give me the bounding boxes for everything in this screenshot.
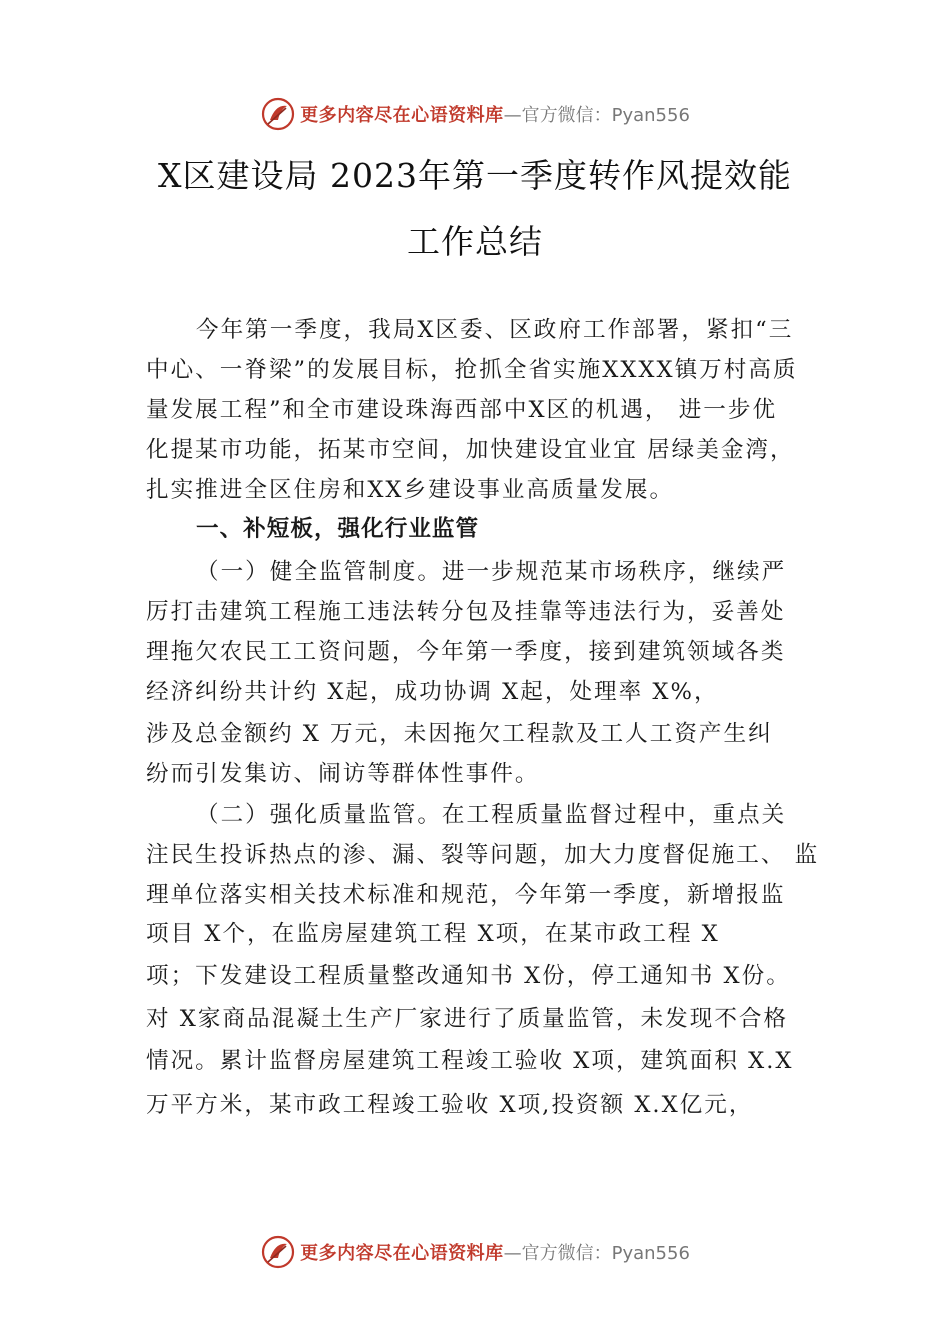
body-line: 化提某市功能，拓某市空间，加快建设宜业宜 居绿美金湾，: [146, 437, 795, 463]
body-line: 量发展工程”和全市建设珠海西部中X区的机遇， 进一步优: [146, 397, 778, 423]
body-line: 今年第一季度，我局X区委、区政府工作部署，紧扣“三: [196, 317, 794, 343]
watermark-brand-text: 更多内容尽在心语资料库: [300, 105, 504, 126]
body-line: 情况。累计监督房屋建筑工程竣工验收 X项，建筑面积 X.X: [146, 1048, 794, 1074]
body-line: 纷而引发集访、闹访等群体性事件。: [146, 761, 540, 787]
brand-logo-icon: [260, 96, 296, 132]
body-line: 扎实推进全区住房和XX乡建设事业高质量发展。: [146, 477, 675, 503]
brand-logo-icon: [260, 1234, 296, 1270]
body-line: 万平方米，某市政工程竣工验收 X项,投资额 X.X亿元，: [146, 1092, 754, 1118]
body-line: 项目 X个，在监房屋建筑工程 X项，在某市政工程 X: [146, 921, 720, 947]
watermark-header: [0, 94, 950, 134]
body-line: 厉打击建筑工程施工违法转分包及挂靠等违法行为，妥善处: [146, 599, 786, 625]
document-title-line-2: 工作总结: [407, 222, 543, 261]
body-line: 理单位落实相关技术标准和规范，今年第一季度，新增报监: [146, 882, 786, 908]
watermark-contact-text: —官方微信：Pyan556: [503, 1243, 690, 1264]
body-line: 注民生投诉热点的渗、漏、裂等问题，加大力度督促施工、 监: [146, 842, 820, 868]
body-line: 中心、一脊梁”的发展目标，抢抓全省实施XXXX镇万村高质: [146, 357, 798, 383]
document-title-line-1: X区建设局 2023年第一季度转作风提效能: [158, 156, 792, 195]
section-heading: 一、补短板，强化行业监管: [196, 516, 480, 542]
body-line: 对 X家商品混凝土生产厂家进行了质量监管，未发现不合格: [146, 1006, 789, 1032]
body-line: 理拖欠农民工工资问题，今年第一季度，接到建筑领域各类: [146, 639, 786, 665]
watermark-brand-text: 更多内容尽在心语资料库: [300, 1243, 504, 1264]
body-line: 经济纠纷共计约 X起，成功协调 X起，处理率 X%，: [146, 679, 719, 705]
watermark-footer: [0, 1232, 950, 1272]
body-line: 涉及总金额约 X 万元，未因拖欠工程款及工人工资产生纠: [146, 721, 773, 747]
body-line: （二）强化质量监管。在工程质量监督过程中，重点关: [196, 802, 787, 828]
watermark-contact-text: —官方微信：Pyan556: [503, 105, 690, 126]
body-line: 项；下发建设工程质量整改通知书 X份，停工通知书 X份。: [146, 963, 791, 989]
body-line: （一）健全监管制度。进一步规范某市场秩序，继续严: [196, 559, 787, 585]
